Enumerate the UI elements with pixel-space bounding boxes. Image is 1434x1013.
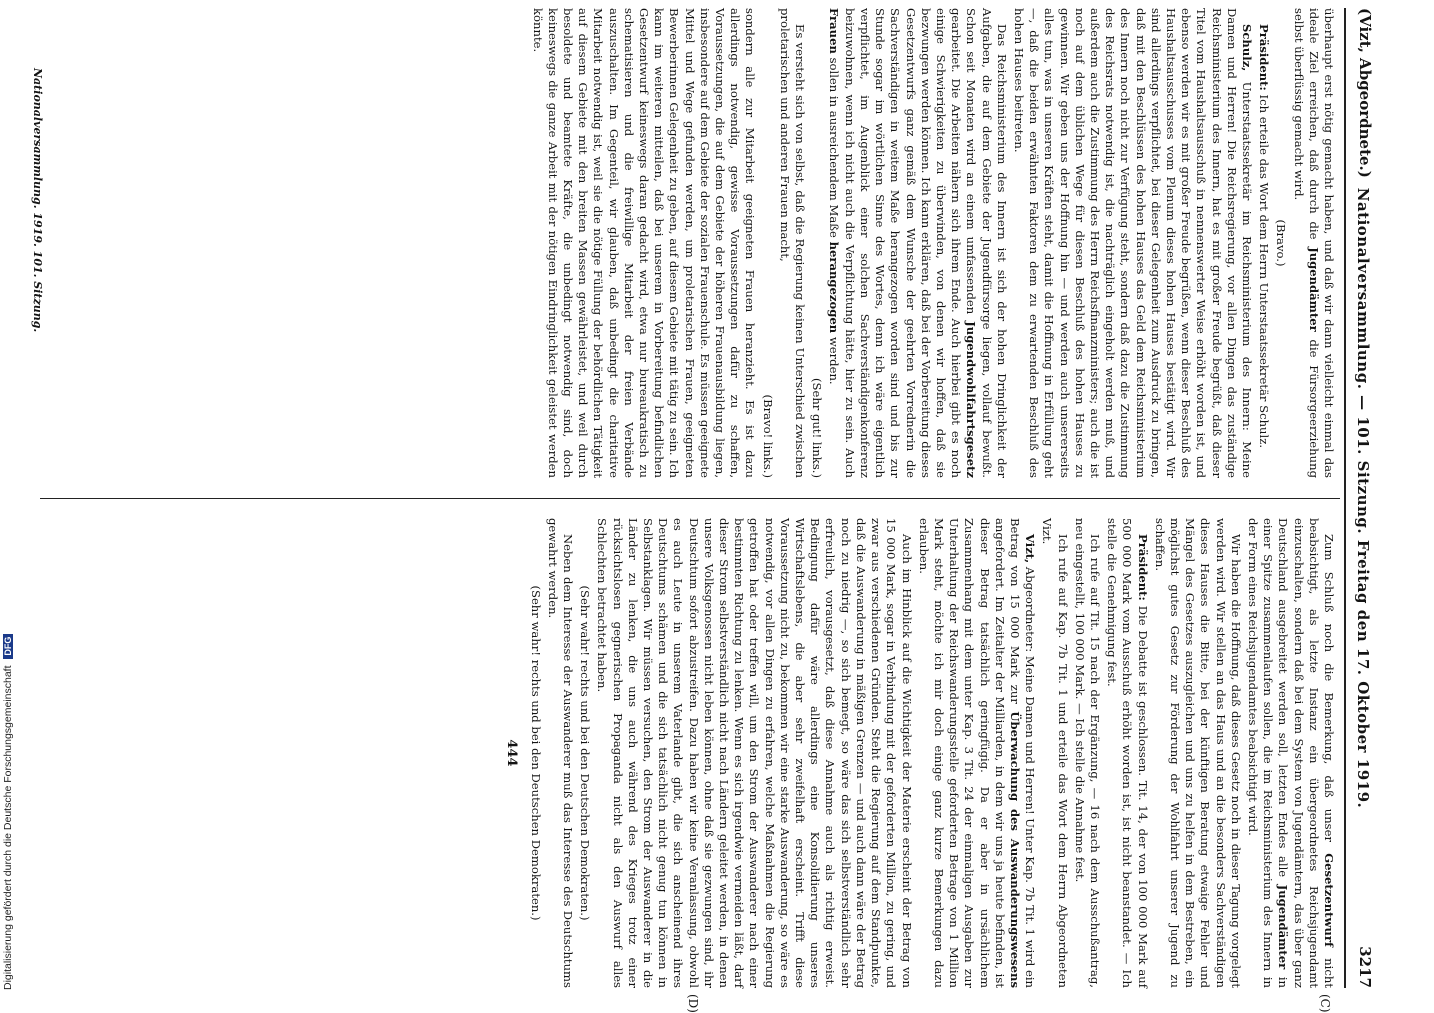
applause-note: (Sehr gut! links.) [809,8,824,478]
margin-mark-d: (D) [686,994,700,1013]
header-speaker: (Vizt, Abgeordnete.) [1356,8,1374,178]
speaker-name: Präsident: [1257,24,1271,91]
paragraph: Vizt, Abgeordneter: Meine Damen und Herren! Unter Kap. 7b Tit. 1 wird ein Betrag von 15 000 Mark zur Überwachung des Auswanderungswesens angefordert. Im Zeitalter der Milliarden, in dem wir uns ja heute befinden, ist dieser Betrag tatsächlich geringfügig. Da er aber in ursächlichem Zusammenhang mit dem unter Kap. 3 Tit. 24 der einmaligen Ausgaben zur Unterhaltung der Reichswanderungsstelle geforderten Betrage von 1 Million Mark steht, möchte ich mir doch einige ganz kurze Bemerkungen dazu erlauben. [916,518,1038,988]
applause-note: (Sehr wahr! rechts und bei den Deutschen Demokraten.) [577,518,592,988]
paragraph: Neben dem Interesse der Auswanderer muß das Interesse des Deutschtums gewahrt werden. [545,518,575,988]
page-foot-number: 444 [504,518,519,988]
speaker-name: Präsident: [1136,534,1150,601]
column-divider [40,498,1340,499]
paragraph: Wir haben die Hoffnung, daß dieses Gesetz noch in dieser Tagung vorgelegt werden wird. Wir stellen an das Haus und an die besonders Sachverständigen dieses Hauses die Bitte, bei der künftigen Beratung etwaige Fehler und Mängel des Gesetzes auszugleichen und uns zu helfen in dem Bestreben, ein möglichst gutes Gesetz zur Förderung der Wohlfahrt unserer Jugend zu schaffen. [1152,518,1243,988]
speaker-name: Schulz, [1240,24,1254,71]
paragraph: sondern alle zur Mitarbeit geeigneten Frauen heranzieht. Es ist dazu allerdings notwendig, gewisse Voraussetzungen dafür zu schaffen, Voraussetzungen, die auf dem Gebiete der höheren Frauenausbildung liegen, insbesondere auf dem Gebiete der sozialen Frauenschule. Es müssen geeignete Mittel und Wege gefunden werden, um proletarischen Frauen, geeigneten Bewerberinnen Gelegenheit zu geben, auf diesem Gebiete mit tätig zu sein. Ich kann im weiteren mitteilen, daß bei unserem in Vorbereitung befindlichen Gesetzentwurf keineswegs daran gedacht wird, etwa nur bureaukratisch zu schematisieren und die freiwillige Mitarbeit der freien Verbände auszuschalten. Im Gegenteil, wir glauben, daß unbedingt die charitative Mitarbeit notwendig ist, weil sie die nötige Füllung der behördlichen Tätigkeit auf diesem Gebiete mit den breiten Massen gewährleistet, und weil durch besoldete und beamtete Kräfte, die unbedingt notwendig sind, doch keineswegs die ganze Arbeit mit der nötigen Eindringlichkeit geleistet werden könnte. [529,8,757,478]
dfg-logo: DFG [3,634,13,659]
digitization-note [2,10,16,990]
header-rule [1344,8,1346,988]
paragraph: Das Reichsministerium des Innern ist sich der hohen Dringlichkeit der Aufgaben, die auf dem Gebiete der Jugendfürsorge liegen, vollauf bewußt. Schon seit Monaten wird an einem umfassenden Jugendwohlfahrtsgesetz gearbeitet. Die Arbeiten nähern sich ihrem Ende. Auch hierbei gibt es noch einige Schwierigkeiten zu überwinden, von denen wir hoffen, daß sie bezwungen werden können. Ich kann erklären, daß bei der Vorbereitung dieses Gesetzentwurfs ganz gemäß dem Wunsche der geehrten Vorrednerin die Sachverständigen in weitem Maße herangezogen worden sind und bis zur Stunde sogar im wörtlichen Sinne des Wortes, denn ich wäre eigentlich verpflichtet, im Augenblick einer solchen Sachverständigenkonferenz beizuwohnen, wenn ich nicht auch die Verpflichtung hätte, hier zu sein. Auch Frauen sollen in ausreichendem Maße herangezogen werden. [826,8,1008,478]
header-title: Nationalversammlung. — 101. Sitzung. Freitag den 17. Oktober 1919. [1354,8,1372,988]
page-header [1344,8,1374,988]
page-number: 3217 [1356,946,1374,988]
rotated-page [20,8,1380,988]
paragraph: überhaupt erst nötig gemacht haben, und daß wir dann vielleicht einmal das ideale Ziel erreichen, daß durch die Jugendämter die Fürsorgeerziehung selbst überflüssig gemacht wird. [1290,8,1336,478]
paragraph: Es versteht sich von selbst, daß die Regierung keinen Unterschied zwischen proletarischen und anderen Frauen macht, [777,8,807,478]
applause-note: (Bravo.) [1273,8,1288,478]
paragraph: Auch im Hinblick auf die Wichtigkeit der Materie erscheint der Betrag von 15 000 Mark, sogar in Verbindung mit der geforderten Million, zu gering, und zwar aus verschiedenen Gründen. Steht die Regierung auf dem Standpunkte, daß die Auswanderung in mäßigen Grenzen — und auch dann wäre der Betrag noch zu niedrig —, so sich bemegt, so wäre das sich selbstverständlich sehr erfreulich, vorausgesetzt, daß diese Annahme auch als richtig erweist. Bedingung dafür wäre allerdings eine Konsolidierung unseres Wirtschaftslebens, die aber sehr zweifelhaft erscheint. Trifft diese Voraussetzung nicht zu, bekommen wir eine starke Auswanderung, so wäre es notwendig, vor allen Dingen zu erfahren, welche Maßnahmen die Regierung getroffen hat oder treffen will, um den Strom der Auswanderer nach einer bestimmten Richtung zu lenken. Wenn es sich irgendwie vermeiden läßt, darf dieser Strom selbstverständlich nicht nach Ländern geleitet werden, in denen unsere Volksgenossen nicht leben können, ohne daß sie gezwungen sind, ihr Deutschtum sofort abzustreifen. Dazu haben wir keine Veranlassung, obwohl es auch Leute in unserem Vaterlande gibt, die sich anscheinend ihres Deutschtums schämen und die sich tatsächlich nicht genug tun können in Selbstanklagen. Wir müssen versuchen, den Strom der Auswanderer in die Länder zu lenken, die uns auch während des Krieges trotz einer rücksichtslosen gegnerischen Propaganda nicht als den Auswurf alles Schlechten betrachtet haben. [594,518,913,988]
margin-mark-c: (C) [1318,994,1332,1013]
right-column [502,518,1336,988]
left-column [527,8,1336,478]
paragraph: Ich rufe auf Kap. 7b Tit. 1 und erteile das Wort dem Herrn Abgeordneten Vizt. [1039,518,1069,988]
applause-note: (Sehr wahr! rechts und bei den Deutschen Demokraten.) [527,518,542,988]
paragraph: Präsident: Ich erteile das Wort dem Herrn Unterstaatssekretär Schulz. [1256,8,1271,478]
paragraph: Präsident: Die Debatte ist geschlossen. Tit. 14, der von 100 000 Mark auf 500 000 Mark vom Ausschuß erhöht worden ist, ist nicht beanstandet. — Ich stelle die Genehmigung fest. [1104,518,1150,988]
digitization-text: Digitalisierung gefördert durch die Deutsche Forschungsgemeinschaft [2,665,14,990]
paragraph: Zum Schluß noch die Bemerkung, daß unser Gesetzentwurf nicht beabsichtigt, als letzte Instanz ein übergeordnetes Reichsjugendamt einzuschalten, sondern daß bei dem System von Jugendämtern, das über ganz Deutschland ausgebreitet werden soll, letzten Endes alle Jugendämter in einer Spitze zusammenlaufen sollen, die im Reichsministerium des Innern in der Form eines Reichsjugendamtes beabsichtigt wird. [1245,518,1336,988]
paragraph: Schulz, Unterstaatssekretär im Reichsministerium des Innern: Meine Damen und Herren! Die Reichsregierung, vor allen Dingen das zuständige Reichsministerium des Innern, hat es mit großer Freude begrüßt, daß dieser Titel vom Haushaltsausschuß in nennenswerter Weise erhöht worden ist, und ebenso werden wir es mit großer Freude begrüßen, wenn dieser Beschluß des Haushaltsausschusses vom Plenum dieses hohen Hauses bestätigt wird. Wir sind allerdings verpflichtet, bei dieser Gelegenheit zum Ausdruck zu bringen, daß mit den Beschlüssen des hohen Hauses das Geld dem Reichsministerium des Innern noch nicht zur Verfügung steht, sondern daß dazu die Zustimmung des Reichsrats notwendig ist, die nachträglich eingeholt werden muß, und außerdem auch die Zustimmung des Herrn Reichsfinanzministers; auch die ist noch auf dem üblichen Wege für diesen Beschluß des hohen Hauses zu gewinnen. Wir geben uns der Hoffnung hin — und werden auch unsererseits alles tun, was in unseren Kräften steht, damit die Hoffnung in Erfüllung geht —, daß die beiden erwähnten Faktoren dem zu erwartenden Beschluß des hohen Hauses beitreten. [1011,8,1254,478]
page-footer: Nationalversammlung. 1919. 101. Sitzung. [31,68,44,332]
speaker-name: Vizt, [1023,534,1037,563]
applause-note: (Bravo! links.) [759,8,774,478]
paragraph: Ich rufe auf Tit. 15 nach der Ergänzung, — 16 nach dem Ausschußantrag, neu eingestellt, 100 000 Mark. — Ich stelle die Annahme fest. [1072,518,1102,988]
